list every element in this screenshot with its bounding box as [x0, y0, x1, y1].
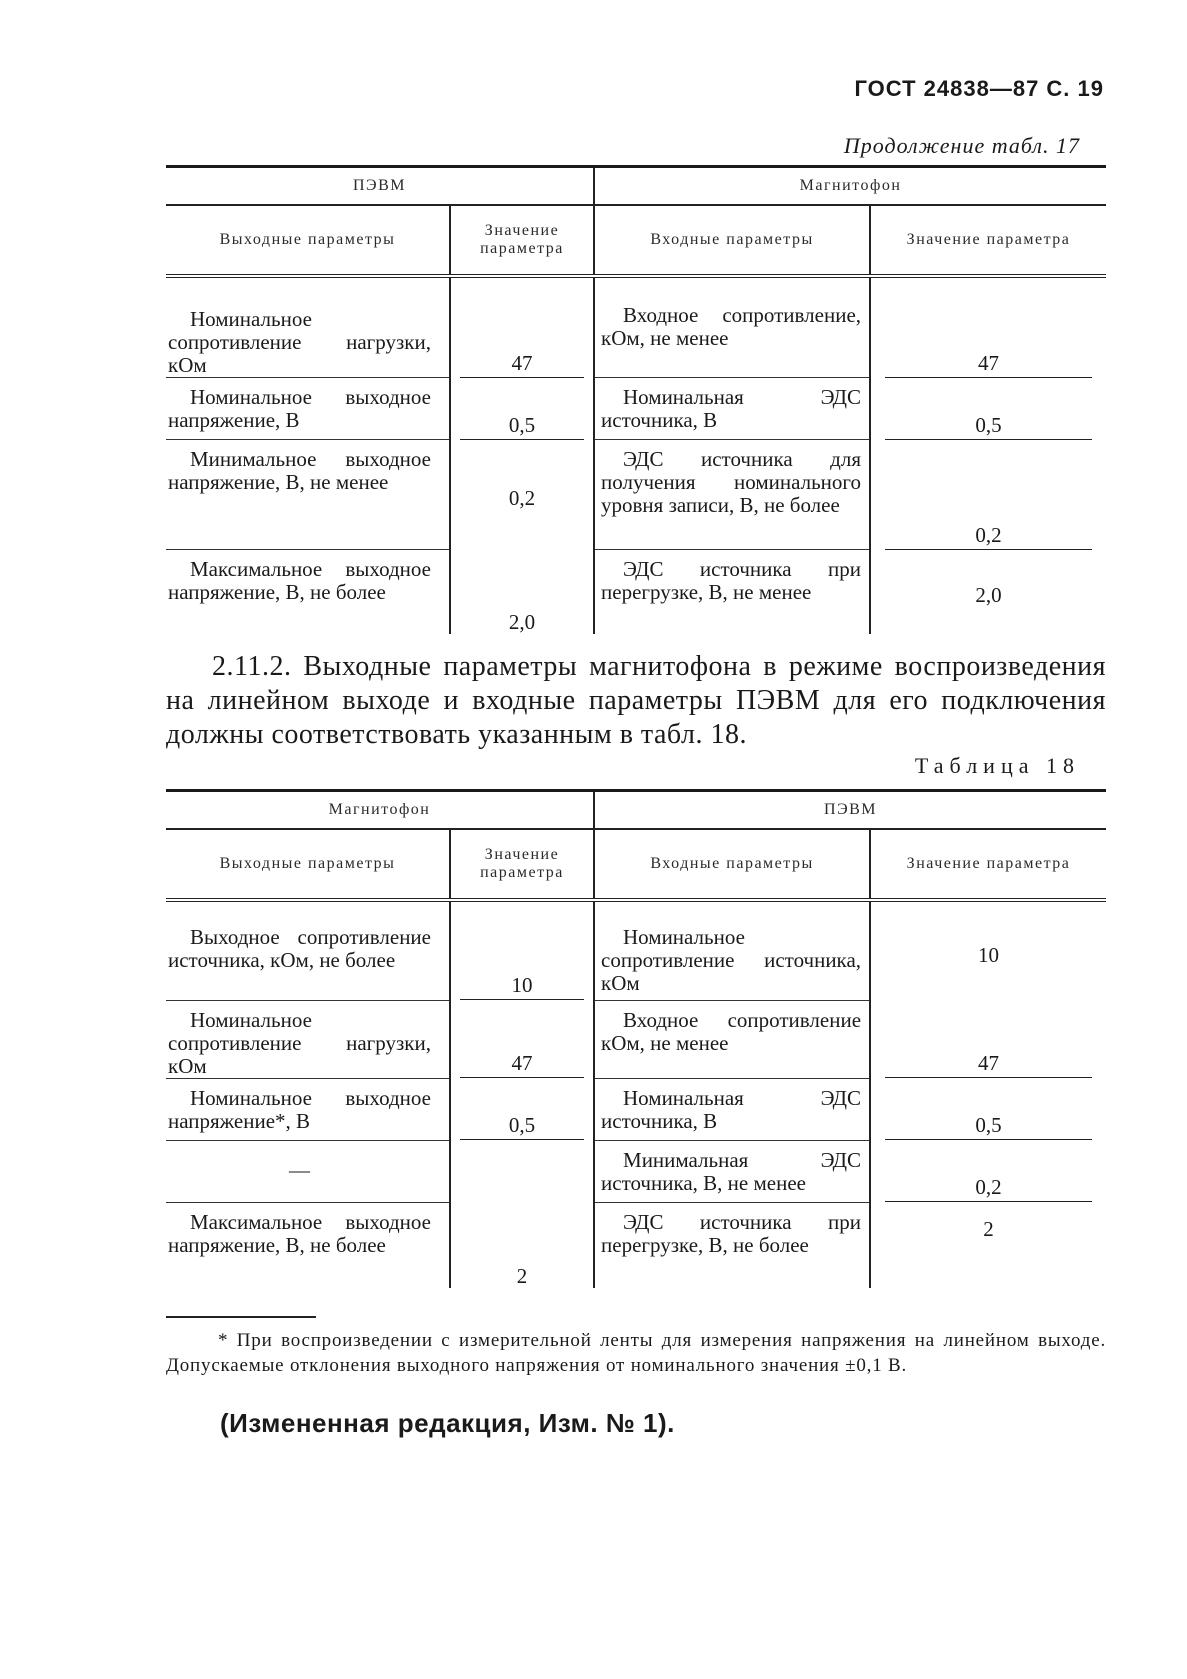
row-value-left: 10 [460, 974, 585, 1000]
row-param-left: Номинальное сопротивление нагрузки, кОм [168, 307, 431, 377]
row-param-right: Номинальная ЭДС источника, В [601, 1085, 862, 1133]
row-param-left: Номинальное выходное напряжение, В [168, 385, 431, 432]
table-row [166, 900, 1106, 1000]
row-param-left: Минимальное выходное напряжение, В, не менее [168, 447, 431, 494]
row-value-right: 2,0 [975, 583, 1002, 607]
table-18-title: Таблица 18 [914, 753, 1080, 778]
row-param-left: Максимальное выходное напряжение, В, не более [168, 1209, 431, 1257]
table-17 [166, 168, 1106, 634]
table-row [166, 440, 1106, 550]
row-param-right: ЭДС источника при перегрузке, В, не менее [601, 557, 862, 604]
column-header-value-right: Значение параметра [870, 205, 1106, 276]
row-value-right: 0,2 [885, 1176, 1092, 1202]
row-value-right: 0,2 [885, 524, 1092, 550]
row-value-right: 2 [983, 1217, 994, 1241]
table-continuation-label: Продолжение табл. 17 [843, 133, 1080, 158]
table-row [166, 1000, 1106, 1078]
group-header-left: ПЭВМ [166, 168, 594, 205]
column-header-value-right: Значение параметра [870, 829, 1106, 900]
row-param-right: ЭДС источника для получения номинального уровня записи, В, не более [601, 447, 862, 517]
row-param-right: Входное сопротивление кОм, не менее [601, 1007, 862, 1055]
row-value-right: 47 [885, 1052, 1092, 1078]
row-param-right: Минимальная ЭДС источника, В, не менее [601, 1147, 862, 1195]
row-param-left: Номинальное выходное напряжение*, В [168, 1085, 431, 1133]
row-param-left-dash: — [289, 1157, 310, 1182]
footnote-rule [166, 1316, 316, 1318]
group-header-right: Магнитофон [594, 168, 1106, 205]
row-param-right: Входное сопротивление, кОм, не менее [601, 303, 862, 350]
footnote: * При воспроизведении с измерительной ленты для измерения напряжения на линейном выходе. Допускаемые отклонения выходного напряжения от номинального значения ±0,1 В. [166, 1330, 1106, 1376]
table-row [166, 378, 1106, 440]
row-value-left: 0,5 [460, 414, 585, 440]
row-value-right: 0,5 [885, 414, 1092, 440]
row-param-right: ЭДС источника при перегрузке, В, не более [601, 1209, 862, 1257]
row-value-left: 0,5 [460, 1114, 585, 1140]
table-row [166, 1078, 1106, 1140]
paragraph-2-11-2: 2.11.2. Выходные параметры магнитофона в режиме воспроизведения на линейном выходе и входные параметры ПЭВМ для его подключения должны соответствовать указанным в табл. 18. [166, 651, 1106, 750]
amendment-note: (Измененная редакция, Изм. № 1). [220, 1408, 675, 1438]
table-row [166, 1140, 1106, 1202]
table-row [166, 1202, 1106, 1288]
row-value-right: 10 [978, 942, 1000, 967]
table-18 [166, 792, 1106, 1288]
row-param-left: Максимальное выходное напряжение, В, не более [168, 557, 431, 604]
row-param-left: Номинальное сопротивление нагрузки, кОм [168, 1007, 431, 1078]
column-header-param-left: Выходные параметры [166, 829, 450, 900]
table-row [166, 550, 1106, 634]
group-header-left: Магнитофон [166, 792, 594, 829]
column-header-param-right: Входные параметры [594, 205, 870, 276]
row-value-left: 47 [460, 352, 585, 378]
group-header-right: ПЭВМ [594, 792, 1106, 829]
column-header-param-left: Выходные параметры [166, 205, 450, 276]
row-param-right: Номинальное сопротивление источника, кОм [601, 925, 862, 995]
row-param-left: Выходное сопротивление источника, кОм, не более [168, 925, 431, 972]
row-value-left: 2 [516, 1264, 528, 1288]
row-value-left: 0,2 [508, 486, 536, 510]
row-value-right: 47 [885, 352, 1092, 378]
row-value-left: 47 [460, 1052, 585, 1078]
row-param-right: Номинальная ЭДС источника, В [601, 385, 862, 432]
row-value-right: 0,5 [885, 1114, 1092, 1140]
column-header-value-left: Значение параметра [450, 829, 594, 900]
row-value-left: 2,0 [508, 609, 536, 634]
column-header-value-left: Значение параметра [450, 205, 594, 276]
column-header-param-right: Входные параметры [594, 829, 870, 900]
page-header: ГОСТ 24838—87 С. 19 [854, 76, 1104, 101]
table-row [166, 276, 1106, 378]
